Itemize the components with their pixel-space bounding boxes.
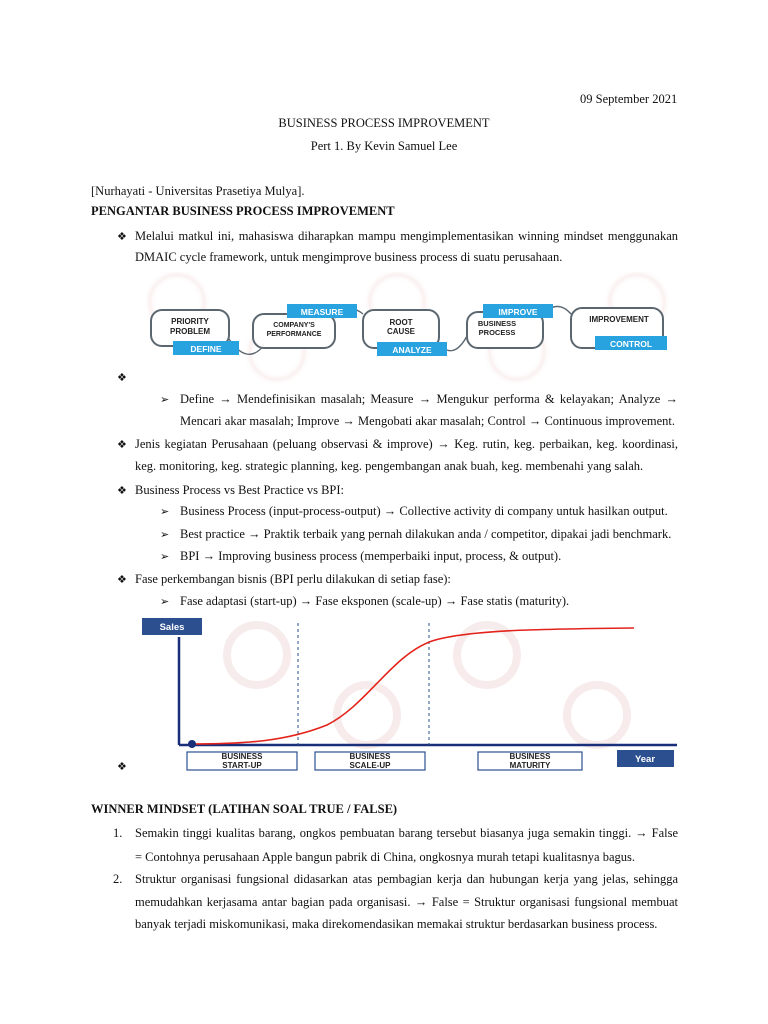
list-item-text: Semakin tinggi kualitas barang, ongkos pembuatan barang tersebut biasanya juga semakin tinggi. → False: [135, 826, 678, 840]
measure-tag-label: MEASURE: [300, 307, 344, 317]
bullet-text: Melalui matkul ini, mahasiswa diharapkan mampu mengimplementasikan winning mindset menggunakan: [135, 229, 678, 243]
improve-tag-label: IMPROVE: [498, 307, 538, 317]
diamond-bullet-icon: ❖: [117, 439, 127, 451]
bullet-text: Mencari akar masalah; Improve → Mengobati akar masalah; Control → Continuous improvement.: [180, 414, 676, 428]
source-citation: [Nurhayati - Universitas Prasetiya Mulya].: [91, 184, 305, 198]
priority-problem-label-2: PROBLEM: [170, 327, 210, 336]
bullet-text: Business Process (input-process-output) → Collective activity di company untuk hasilkan output.: [180, 504, 668, 518]
diamond-bullet-icon: ❖: [117, 761, 127, 773]
maturity-phase-label-1: BUSINESS: [509, 752, 551, 761]
business-process-label-1: BUSINESS: [477, 319, 517, 328]
diamond-bullet-icon: ❖: [117, 372, 127, 384]
company-performance-label-1: COMPANY'S: [273, 322, 315, 329]
company-performance-label-2: PERFORMANCE: [266, 331, 322, 338]
define-tag-label: DEFINE: [190, 344, 222, 354]
root-cause-label-1: ROOT: [389, 318, 413, 327]
maturity-phase-label-2: MATURITY: [509, 761, 551, 770]
list-item-text: Struktur organisasi fungsional didasarkan atas pembagian kerja dan hubungan kerja yang jelas, sehingga: [135, 872, 678, 886]
curve-start-point: [188, 740, 196, 748]
business-growth-chart: [137, 615, 682, 772]
scaleup-phase-label-2: SCALE-UP: [349, 761, 391, 770]
bullet-text: Jenis kegiatan Perusahaan (peluang observasi & improve) → Keg. rutin, keg. perbaikan, keg. koordinasi,: [135, 437, 678, 451]
priority-problem-label-1: PRIORITY: [171, 317, 209, 326]
arrow-bullet-icon: ➢: [160, 551, 170, 563]
diamond-bullet-icon: ❖: [117, 574, 127, 586]
business-process-label-2: PROCESS: [478, 328, 516, 337]
bullet-text: Define → Mendefinisikan masalah; Measure → Mengukur performa & kelayakan; Analyze →: [180, 392, 678, 406]
sales-axis-label: Sales: [159, 622, 185, 633]
list-number: 1.: [113, 826, 123, 840]
bullet-text: Fase adaptasi (start-up) → Fase eksponen (scale-up) → Fase statis (maturity).: [180, 594, 570, 608]
list-item-text: banyak terjadi miskomunikasi, maka direkomendasikan memakai struktur berdasarkan business process.: [135, 917, 658, 931]
arrow-bullet-icon: ➢: [160, 506, 170, 518]
bullet-text: DMAIC cycle framework, untuk mengimprove business process di suatu perusahaan.: [135, 250, 563, 264]
section-heading-winner-mindset: WINNER MINDSET (LATIHAN SOAL TRUE / FALSE): [91, 802, 398, 816]
root-cause-label-2: CAUSE: [386, 327, 416, 336]
document-date: 09 September 2021: [580, 92, 678, 106]
arrow-bullet-icon: ➢: [160, 529, 170, 541]
diamond-bullet-icon: ❖: [117, 485, 127, 497]
startup-phase-label-2: START-UP: [222, 761, 262, 770]
startup-phase-label-1: BUSINESS: [221, 752, 263, 761]
year-axis-label: Year: [634, 754, 656, 765]
dmaic-cycle-diagram: [137, 272, 682, 384]
bullet-text: Fase perkembangan bisnis (BPI perlu dilakukan di setiap fase):: [135, 572, 451, 586]
list-item-text: memudahkan kerjasama antar bagian pada organisasi. → False = Struktur organisasi fungsional membuat: [135, 895, 678, 909]
control-tag-label: CONTROL: [609, 339, 653, 349]
list-item-text: = Contohnya perusahaan Apple bangun pabrik di China, ongkosnya murah tetapi kualitasnya bagus.: [135, 850, 635, 864]
bullet-text: Business Process vs Best Practice vs BPI:: [135, 483, 345, 497]
improvement-label: IMPROVEMENT: [589, 315, 649, 324]
diamond-bullet-icon: ❖: [117, 231, 127, 243]
list-number: 2.: [113, 872, 123, 886]
section-heading-pengantar: PENGANTAR BUSINESS PROCESS IMPROVEMENT: [91, 204, 395, 218]
arrow-bullet-icon: ➢: [160, 394, 170, 406]
bullet-text: BPI → Improving business process (memperbaiki input, process, & output).: [180, 549, 562, 563]
bullet-text: keg. monitoring, keg. strategic planning, keg. pengembangan anak buah, keg. membenahi yang salah.: [135, 459, 644, 473]
scaleup-phase-label-1: BUSINESS: [349, 752, 391, 761]
document-title: BUSINESS PROCESS IMPROVEMENT: [278, 116, 490, 130]
document-subtitle: Pert 1. By Kevin Samuel Lee: [310, 139, 458, 153]
analyze-tag-label: ANALYZE: [392, 345, 432, 355]
bullet-text: Best practice → Praktik terbaik yang pernah dilakukan anda / competitor, dipakai jadi benchmark.: [180, 527, 672, 541]
arrow-bullet-icon: ➢: [160, 596, 170, 608]
